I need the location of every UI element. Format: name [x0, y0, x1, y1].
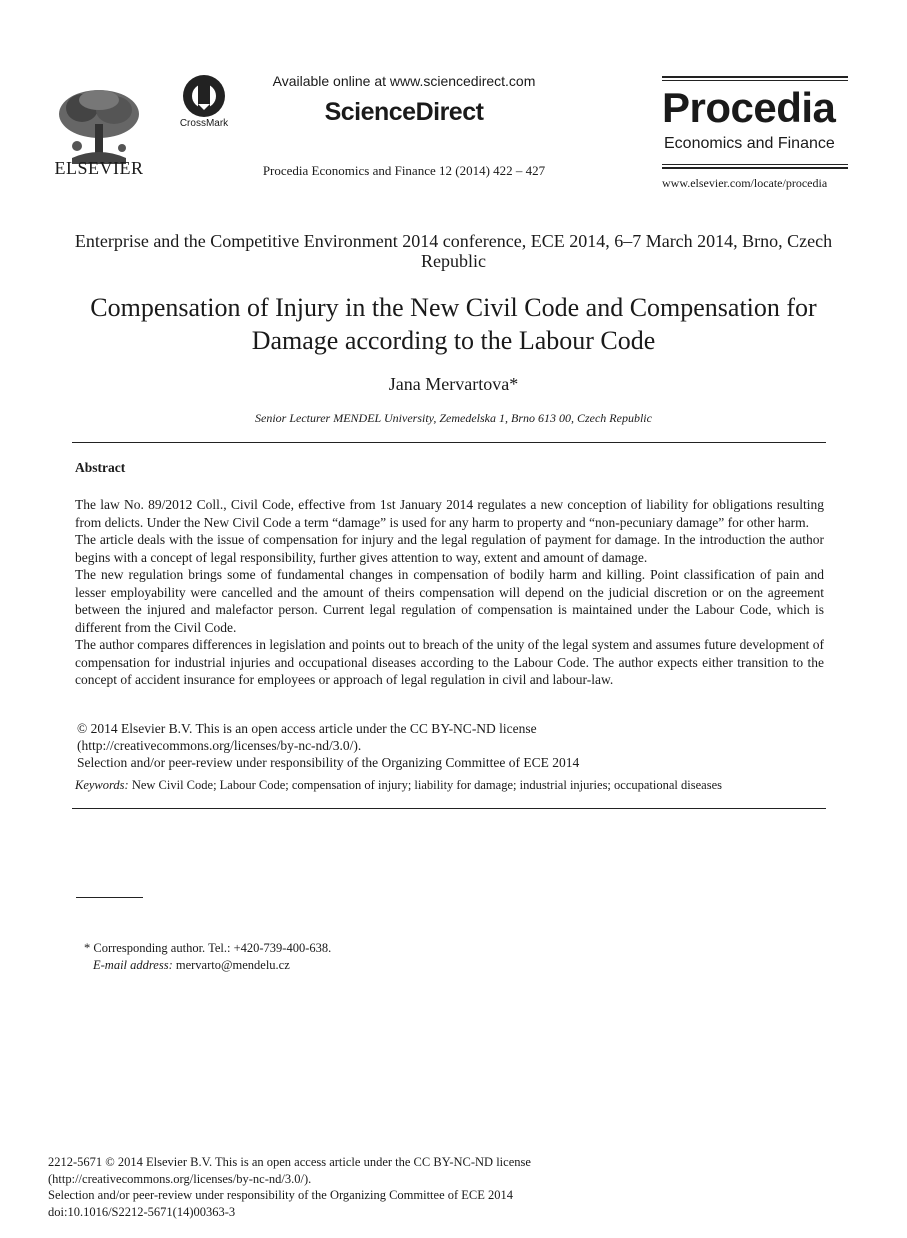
- journal-citation: Procedia Economics and Finance 12 (2014) 422 – 427: [262, 163, 546, 178]
- imprint: [48, 1154, 748, 1220]
- keywords-list: New Civil Code; Labour Code; compensation of injury; liability for damage; industrial injuries; occupational diseases: [131, 778, 722, 792]
- section-divider: [72, 808, 826, 809]
- email-label: E-mail address:: [93, 958, 173, 972]
- license-statement: [77, 720, 817, 771]
- author-name: Jana Mervartova*: [388, 374, 519, 394]
- article-title: Compensation of Injury in the New Civil Code and Compensation for Damage according to the Labour Code: [90, 293, 817, 355]
- footnote-rule: [76, 897, 143, 898]
- procedia-rule: [662, 76, 848, 78]
- procedia-rule: [662, 164, 848, 165]
- peer-review-line: Selection and/or peer-review under responsibility of the Organizing Committee of ECE 2014: [77, 755, 580, 770]
- procedia-rule: [662, 80, 848, 81]
- author-affiliation: Senior Lecturer MENDEL University, Zemedelska 1, Brno 613 00, Czech Republic: [255, 411, 652, 425]
- abstract-paragraph: The law No. 89/2012 Coll., Civil Code, effective from 1st January 2014 regulates a new conception of liability for obligations resulting from delicts. Under the New Civil Code a term “damage” is used for any harm to property and “non-pecuniary damage” for other harm.: [75, 497, 824, 530]
- abstract-body: [75, 496, 824, 689]
- elsevier-wordmark: ELSEVIER: [54, 158, 144, 178]
- license-link[interactable]: (http://creativecommons.org/licenses/by-nc-nd/3.0/).: [77, 738, 362, 753]
- license-link[interactable]: (http://creativecommons.org/licenses/by-nc-nd/3.0/).: [48, 1171, 312, 1186]
- procedia-subtitle: Economics and Finance: [664, 135, 835, 152]
- crossmark-label: CrossMark: [179, 118, 229, 129]
- corresponding-author: * Corresponding author. Tel.: +420-739-400-638.: [84, 941, 332, 955]
- issn-license-line: 2212-5671 © 2014 Elsevier B.V. This is an open access article under the CC BY-NC-ND license: [48, 1155, 531, 1169]
- procedia-rule: [662, 167, 848, 169]
- conference-line: Enterprise and the Competitive Environment 2014 conference, ECE 2014, 6–7 March 2014, Brno, Czech Republic: [74, 231, 833, 271]
- abstract-paragraph: The author compares differences in legislation and points out to breach of the unity of the legal system and assumes future development of compensation for industrial injuries and occupational diseases according to the Labour Code. The author expects either transition to the concept of accident insurance for employees or approach of legal regulation in civil and labour-law.: [75, 637, 824, 687]
- peer-review-line: Selection and/or peer-review under responsibility of the Organizing Committee of ECE 2014: [48, 1188, 514, 1202]
- abstract-paragraph: The article deals with the issue of compensation for injury and the legal regulation of payment for damage. In the introduction the author begins with a concept of legal responsibility, further gives attention to way, extent and amount of damage.: [75, 532, 824, 565]
- section-divider: [72, 442, 826, 443]
- keywords-label: Keywords:: [75, 778, 129, 792]
- keywords-line: [75, 778, 824, 793]
- procedia-logo: Procedia: [662, 84, 836, 131]
- abstract-paragraph: The new regulation brings some of fundamental changes in compensation of bodily harm and killing. Point classification of pain and lesser employability were cancelled and the amount of theirs compensation will depend on the judicial discretion or on the agreement between the injured and malefactor person. Current legal regulation of compensation is maintained under the Labour Code, which is different from the Civil Code.: [75, 567, 824, 635]
- available-online-text[interactable]: Available online at www.sciencedirect.com: [272, 73, 536, 89]
- email-address[interactable]: mervarto@mendelu.cz: [175, 958, 290, 972]
- license-line: © 2014 Elsevier B.V. This is an open access article under the CC BY-NC-ND license: [77, 721, 537, 736]
- sciencedirect-logo: ScienceDirect: [324, 98, 484, 126]
- journal-url-link[interactable]: www.elsevier.com/locate/procedia: [662, 176, 828, 190]
- email-line: [84, 957, 584, 974]
- abstract-heading: Abstract: [75, 460, 126, 475]
- footnote: [84, 940, 584, 974]
- doi-link[interactable]: doi:10.1016/S2212-5671(14)00363-3: [48, 1204, 236, 1219]
